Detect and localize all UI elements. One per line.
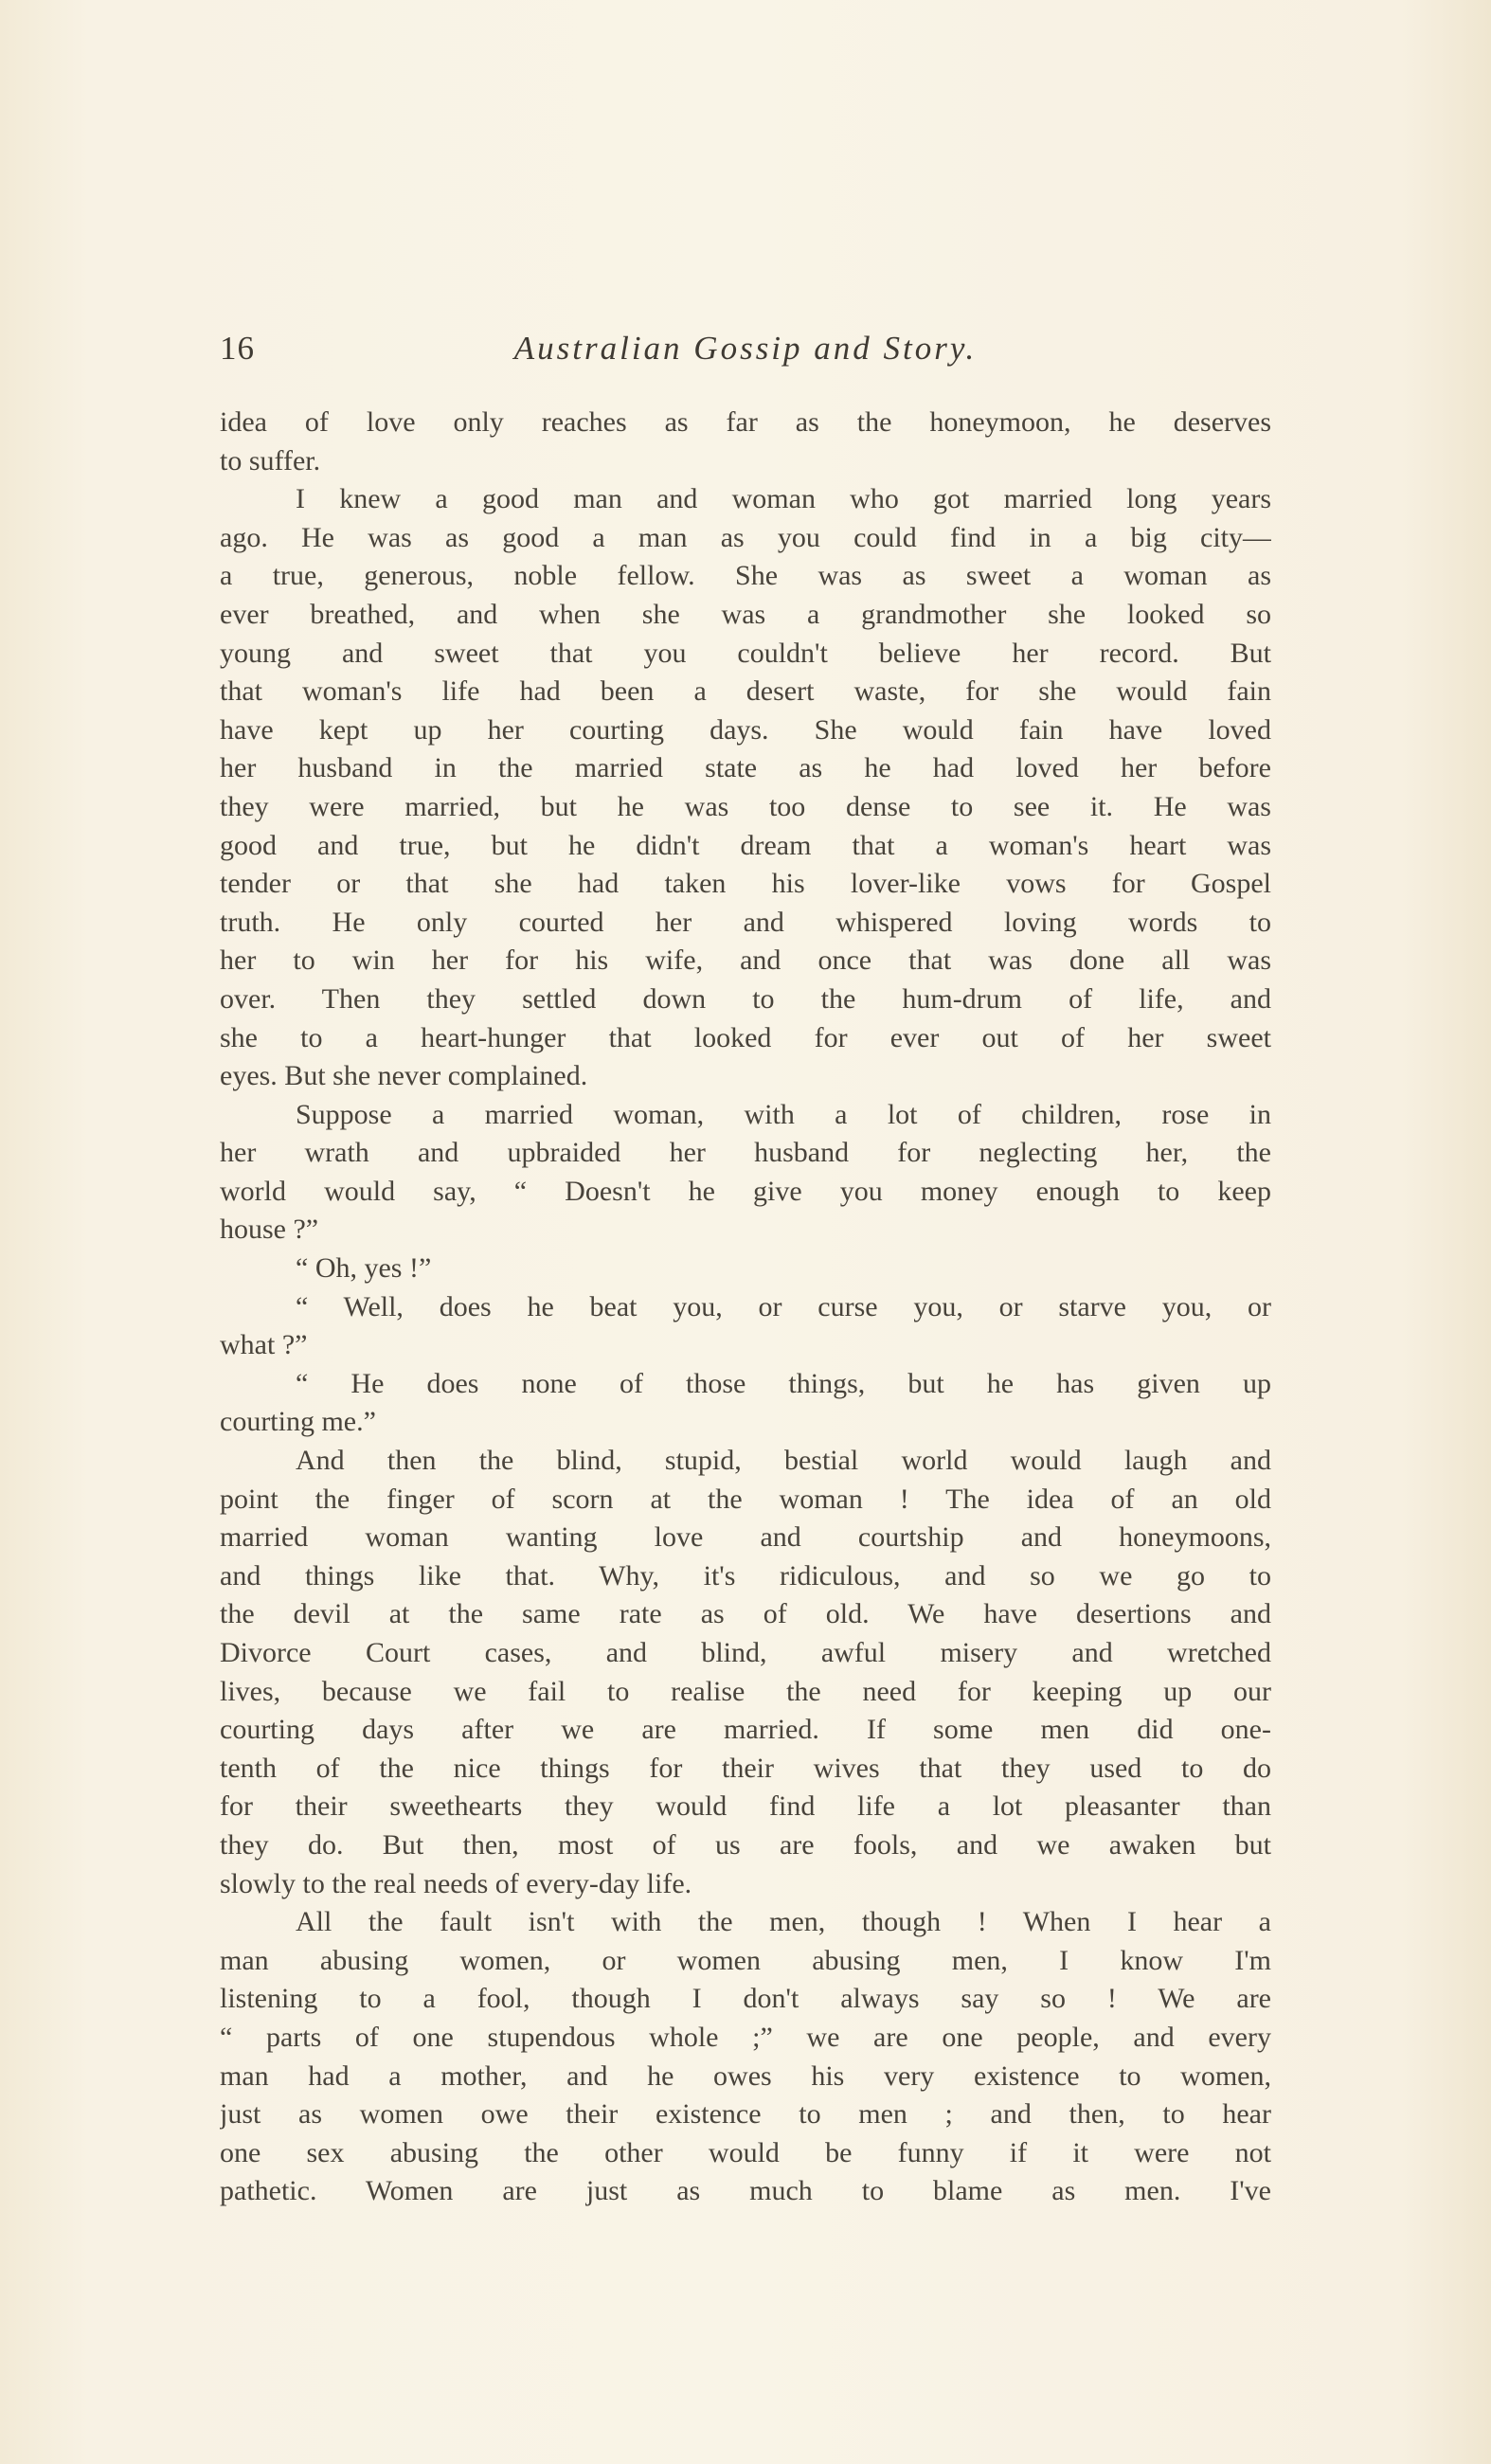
text-line: courting me.” [220,1406,376,1438]
text-line: they do. But then, most of us are fools, and we awaken but [220,1828,1271,1861]
page-number: 16 [220,330,255,367]
text-line: for their sweethearts they would find life a lot pleasanter than [220,1790,1271,1823]
text-line: her wrath and upbraided her husband for neglecting her, the [220,1137,1271,1169]
text-line: over. Then they settled down to the hum-drum of life, and [220,982,1271,1015]
text-line: they were married, but he was too dense to see it. He was [220,790,1271,822]
text-line: her to win her for his wife, and once that was done all was [220,944,1271,977]
text-line: pathetic. Women are just as much to blame as men. I've [220,2175,1271,2207]
text-line: point the finger of scorn at the woman ! The idea of an old [220,1483,1271,1515]
text-line: married woman wanting love and courtship and honeymoons, [220,1521,1271,1554]
text-line: “ Oh, yes !” [296,1252,432,1285]
text-line: have kept up her courting days. She would fain have loved [220,713,1271,746]
text-line: lives, because we fail to realise the need for keeping up our [220,1675,1271,1707]
text-line: listening to a fool, though I don't always say so ! We are [220,1983,1271,2015]
text-line: world would say, “ Doesn't he give you money enough to keep [220,1175,1271,1207]
text-line: the devil at the same rate as of old. We have desertions and [220,1598,1271,1630]
text-line: she to a heart-hunger that looked for ever out of her sweet [220,1021,1271,1053]
text-line: Suppose a married woman, with a lot of children, rose in [296,1098,1271,1130]
text-line: “ parts of one stupendous whole ;” we are one people, and every [220,2021,1271,2053]
text-line: ever breathed, and when she was a grandmother she looked so [220,598,1271,630]
text-line: And then the blind, stupid, bestial world would laugh and [296,1445,1271,1477]
text-line: and things like that. Why, it's ridiculous, and so we go to [220,1559,1271,1592]
body-text [220,404,1271,2211]
text-line: courting days after we are married. If some men did one- [220,1714,1271,1746]
text-line: Divorce Court cases, and blind, awful misery and wretched [220,1637,1271,1668]
running-title: Australian Gossip and Story. [513,330,978,367]
text-line: “ Well, does he beat you, or curse you, or starve you, or [296,1290,1271,1322]
text-line: to suffer. [220,444,321,477]
page-header [220,330,1271,377]
text-line: tenth of the nice things for their wives that they used to do [220,1752,1271,1784]
text-line: good and true, but he didn't dream that a woman's heart was [220,829,1271,861]
text-line: a true, generous, noble fellow. She was as sweet a woman as [220,560,1271,592]
text-line: house ?” [220,1214,319,1246]
text-line: her husband in the married state as he had loved her before [220,752,1271,784]
text-line: that woman's life had been a desert waste, for she would fain [220,675,1271,708]
text-line: what ?” [220,1329,308,1361]
text-line: truth. He only courted her and whispered loving words to [220,906,1271,938]
text-line: eyes. But she never complained. [220,1060,588,1092]
text-line: idea of love only reaches as far as the honeymoon, he deserves [220,406,1271,438]
text-line: one sex abusing the other would be funny if it were not [220,2136,1271,2168]
text-line: tender or that she had taken his lover-like vows for Gospel [220,868,1271,900]
text-line: man had a mother, and he owes his very existence to women, [220,2059,1271,2092]
text-line: man abusing women, or women abusing men, I know I'm [220,1944,1271,1976]
text-line: young and sweet that you couldn't believe her record. But [220,637,1271,669]
text-line: I knew a good man and woman who got married long years [296,483,1271,515]
text-line: All the fault isn't with the men, though ! When I hear a [296,1906,1271,1938]
text-line: slowly to the real needs of every-day life. [220,1867,692,1899]
text-line: ago. He was as good a man as you could find in a big city— [220,521,1271,553]
text-line: just as women owe their existence to men ; and then, to hear [220,2098,1271,2131]
text-line: “ He does none of those things, but he has given up [296,1367,1271,1399]
